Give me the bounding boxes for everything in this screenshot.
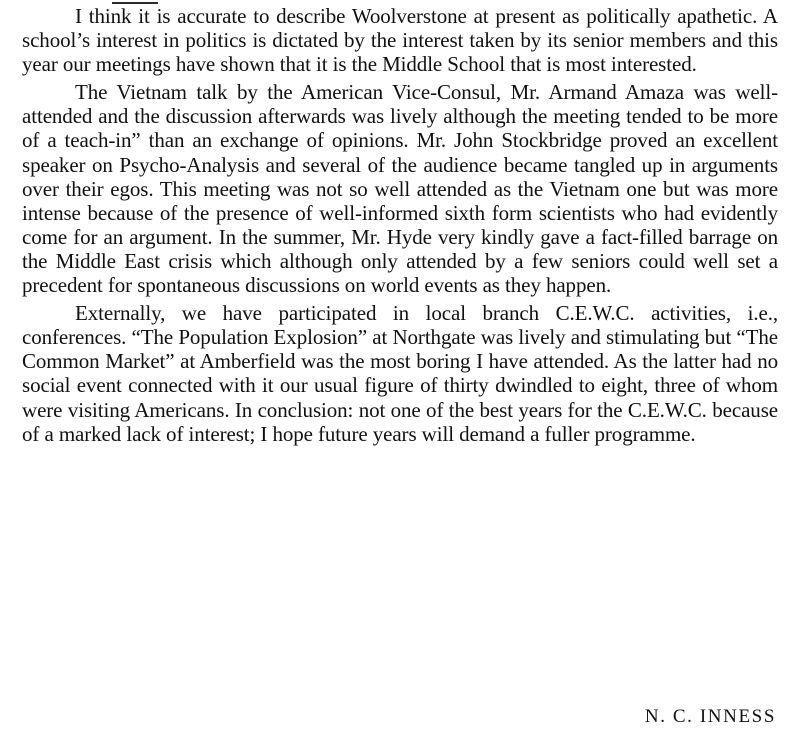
paragraph-2: The Vietnam talk by the American Vice-Consul, Mr. Armand Amaza was well-attended and the discussion afterwards was lively although the meeting tended to be more of a teach-in” than an exchange of opinions. Mr. John Stockbridge proved an excellent speaker on Psycho-Analysis and several of the audience became tangled up in arguments over their egos. This meeting was not so well attended as the Vietnam one but was more intense because of the presence of well-informed sixth form scientists who had evidently come for an argument. In the summer, Mr. Hyde very kindly gave a fact-filled barrage on the Middle East crisis which although only attended by a few seniors could well set a precedent for spontaneous discussions on world events as they happen.: [22, 80, 778, 298]
author-signature: N. C. INNESS: [644, 706, 776, 727]
article-body: [22, 4, 778, 446]
paragraph-1: I think it is accurate to describe Woolverstone at present as politically apathetic. A school’s interest in politics is dictated by the interest taken by its senior members and this year our meetings have shown that it is the Middle School that is most interested.: [22, 4, 778, 77]
paragraph-3: Externally, we have participated in local branch C.E.W.C. activities, i.e., conferences. “The Population Explosion” at Northgate was lively and stimulating but “The Common Market” at Amberfield was the most boring I have attended. As the latter had no social event connected with it our usual figure of thirty dwindled to eight, three of whom were visiting Americans. In conclusion: not one of the best years for the C.E.W.C. because of a marked lack of interest; I hope future years will demand a fuller programme.: [22, 301, 778, 446]
